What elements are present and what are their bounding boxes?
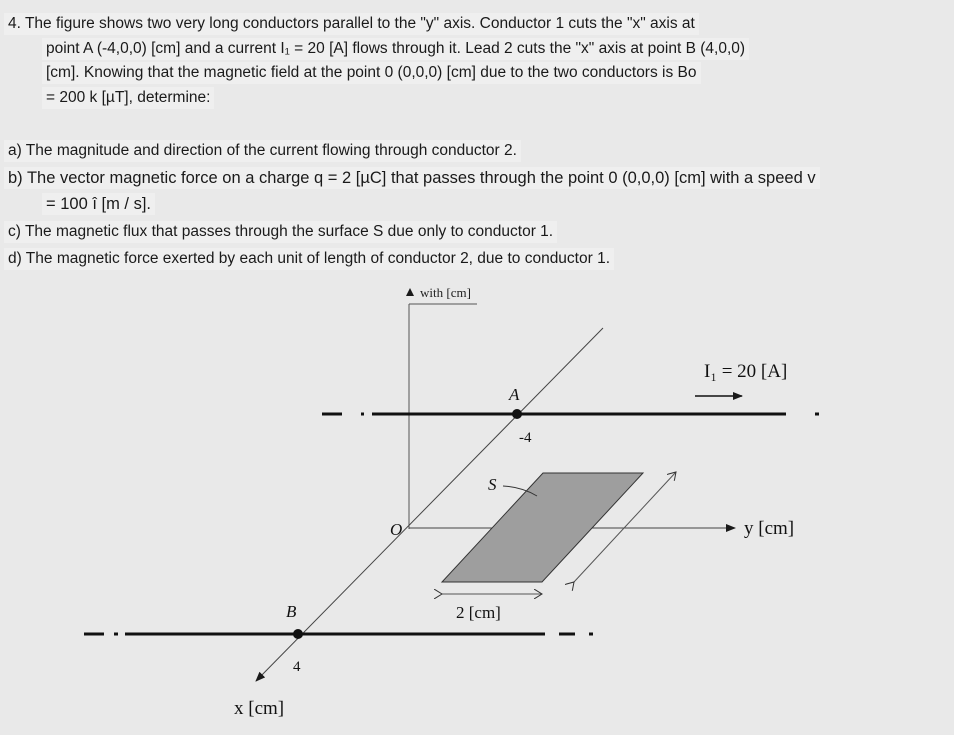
question-d: d) The magnetic force exerted by each unit of length of conductor 2, due to conductor 1. <box>4 248 614 270</box>
point-a-label: A <box>509 385 520 404</box>
point-a-dot <box>512 409 522 419</box>
point-b-value: 4 <box>293 659 301 675</box>
z-axis-label: with [cm] <box>420 285 471 300</box>
x-axis-label: x [cm] <box>234 698 285 719</box>
current-label: I₁ = 20 [A] <box>704 361 788 382</box>
question-b: b) The vector magnetic force on a charge q = 2 [µC] that passes through the point 0 (0,0,0) [cm] with a speed v <box>4 167 820 189</box>
y-axis-label: y [cm] <box>744 518 795 539</box>
point-b-dot <box>293 629 303 639</box>
conductor-figure <box>0 276 954 735</box>
problem-line-4: = 200 k [µT], determine: <box>42 87 214 109</box>
problem-line-2: point A (-4,0,0) [cm] and a current I₁ = 20 [A] flows through it. Lead 2 cuts the "x" axis at point B (4,0,0) <box>42 38 749 60</box>
origin-label: O <box>390 520 403 539</box>
question-a: a) The magnitude and direction of the current flowing through conductor 2. <box>4 140 521 162</box>
problem-line-1: 4. The figure shows two very long conductors parallel to the "y" axis. Conductor 1 cuts the "x" axis at <box>4 13 699 35</box>
point-a-value: -4 <box>519 430 532 446</box>
triangle-up-icon <box>406 288 414 296</box>
problem-line-3: [cm]. Knowing that the magnetic field at the point 0 (0,0,0) [cm] due to the two conductors is Bo <box>42 62 701 84</box>
surface-label: S <box>488 475 497 494</box>
point-b-label: B <box>286 602 297 621</box>
question-c: c) The magnetic flux that passes through the surface S due only to conductor 1. <box>4 221 557 243</box>
question-b-cont: = 100 î [m / s]. <box>42 193 155 215</box>
width-label: 2 [cm] <box>456 603 501 622</box>
